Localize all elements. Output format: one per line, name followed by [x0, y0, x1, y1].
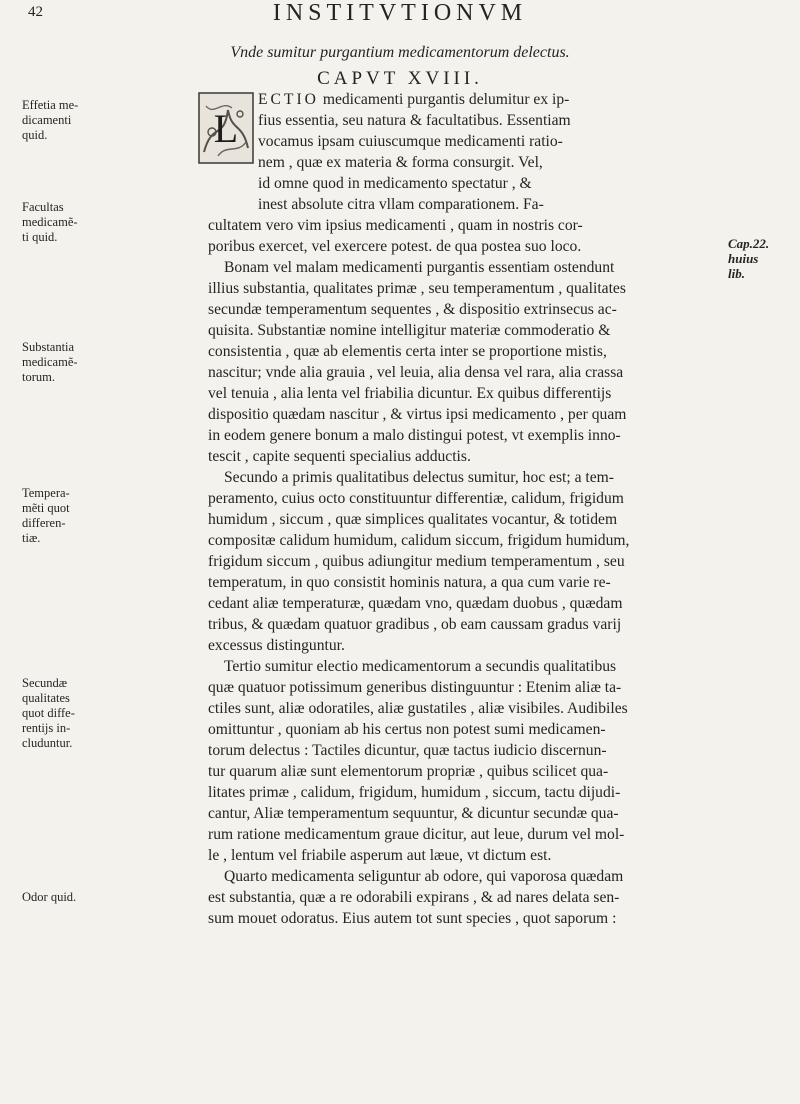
- text-line: tur quarum aliæ sunt elementorum propriæ , quibus scilicet qua-: [208, 763, 609, 780]
- text-line: peramento, cuius octo constituuntur differentiæ, calidum, frigidum: [208, 490, 624, 507]
- text-line: nascitur; vnde alia grauia , vel leuia, alia densa vel rara, alia crassa: [208, 364, 624, 381]
- text-line: Tertio sumitur electio medicamentorum a secundis qualitatibus: [224, 658, 617, 675]
- margin-note-essentia: Effetia me- dicamenti quid.: [22, 98, 79, 142]
- text-line: Quarto medicamenta seliguntur ab odore, qui vaporosa quædam: [224, 868, 624, 885]
- text-line: cedant aliæ temperaturæ, quædam vno, quædam duobus , quædam: [208, 595, 623, 612]
- text-line: nem , quæ ex materia & forma consurgit. Vel,: [258, 154, 543, 171]
- margin-note-facultas: Facultas medicamẽ- ti quid.: [22, 200, 78, 244]
- text-line: in eodem genere bonum a malo distingui potest, vt exemplis inno-: [208, 427, 621, 444]
- text-line: sum mouet odoratus. Eius autem tot sunt species , quot saporum :: [208, 910, 617, 927]
- margin-note-reference: Cap.22. huius lib.: [728, 236, 770, 281]
- text-line: cantur, Aliæ temperamentum sequuntur, & dicuntur secundæ qua-: [208, 805, 619, 822]
- decorated-initial: [198, 92, 254, 164]
- text-line: vocamus ipsam cuiuscumque medicamenti ratio-: [258, 133, 563, 150]
- text-line: dispositio quædam nascitur , & virtus ipsi medicamento , per quam: [208, 406, 627, 423]
- text-line: torum delectus : Tactiles dicuntur, quæ tactus iudicio discernun-: [208, 742, 607, 759]
- text-line: vel tenuia , alia lenta vel friabilia dicuntur. Ex quibus differentijs: [208, 385, 612, 402]
- margin-note-substantia: Substantia medicamẽ- torum.: [22, 340, 78, 384]
- text-line: poribus exercet, vel exercere potest. de qua postea suo loco.: [208, 238, 582, 255]
- text-line: excessus distinguntur.: [208, 637, 345, 654]
- text-line: compositæ calidum humidum, calidum siccum, frigidum humidum,: [208, 532, 630, 549]
- chapter-subtitle: Vnde sumitur purgantium medicamentorum delectus.: [230, 44, 570, 61]
- margin-note-secundae: Secundæ qualitates quot diffe- rentijs in- cluduntur.: [22, 676, 75, 750]
- text-line: cultatem vero vim ipsius medicamenti , quam in nostris cor-: [208, 217, 583, 234]
- text-line: ctiles sunt, aliæ odoratiles, aliæ gustatiles , aliæ visibiles. Audibiles: [208, 700, 628, 717]
- text-line: quisita. Substantiæ nomine intelligitur materiæ commoderatio &: [208, 322, 611, 339]
- running-head: INSTITVTIONVM: [272, 0, 528, 26]
- text-line: humidum , siccum , quæ simplices qualitates vocantur, & totidem: [208, 511, 618, 528]
- page-number: 42: [28, 4, 43, 20]
- initial-letter: L: [213, 106, 239, 151]
- text-line: ECTIO medicamenti purgantis delumitur ex ip-: [258, 91, 570, 108]
- text-line: tescit , capite sequenti specialius adductis.: [208, 448, 471, 465]
- text-line: secundæ temperamentum sequentes , & dispositio extrinsecus ac-: [208, 301, 617, 318]
- text-line: quæ quatuor potissimum generibus distinguuntur : Etenim aliæ ta-: [208, 679, 622, 696]
- margin-note-temperamenti: Tempera- mẽti quot differen- tiæ.: [22, 486, 70, 545]
- text-line: frigidum siccum , quibus adiungitur medium temperamentum , seu: [208, 553, 625, 570]
- text-line: illius substantia, qualitates primæ , seu temperamentum , qualitates: [208, 280, 626, 297]
- opening-word: ECTIO: [258, 91, 319, 108]
- text-line: temperatum, in quo consistit hominis natura, a qua cum varie re-: [208, 574, 611, 591]
- text-line: id omne quod in medicamento spectatur , &: [258, 175, 532, 192]
- text-line: rum ratione medicamentum graue dicitur, aut leue, durum vel mol-: [208, 826, 625, 843]
- text-line: Bonam vel malam medicamenti purgantis essentiam ostendunt: [224, 259, 615, 276]
- text-line: le , lentum vel friabile asperum aut læue, vt dictum est.: [208, 847, 552, 864]
- text-line: fius essentia, seu natura & facultatibus. Essentiam: [258, 112, 571, 129]
- text-line: Secundo a primis qualitatibus delectus sumitur, hoc est; a tem-: [224, 469, 615, 486]
- text-line: consistentia , quæ ab elementis certa inter se proportione mistis,: [208, 343, 607, 360]
- text-line: tribus, & quædam quatuor gradibus , ob eam caussam gradus varij: [208, 616, 622, 633]
- margin-note-odor: Odor quid.: [22, 890, 77, 904]
- ornament-icon: [198, 92, 254, 164]
- text-line: litates primæ , calidum, frigidum, humidum , siccum, tactu dijudi-: [208, 784, 621, 801]
- chapter-heading: CAPVT XVIII.: [317, 68, 483, 89]
- text-line: inest absolute citra vllam comparationem. Fa-: [258, 196, 544, 213]
- text-line: omittuntur , quoniam ab his certus non potest sumi medicamen-: [208, 721, 606, 738]
- text-line: est substantia, quæ a re odorabili expirans , & ad nares delata sen-: [208, 889, 620, 906]
